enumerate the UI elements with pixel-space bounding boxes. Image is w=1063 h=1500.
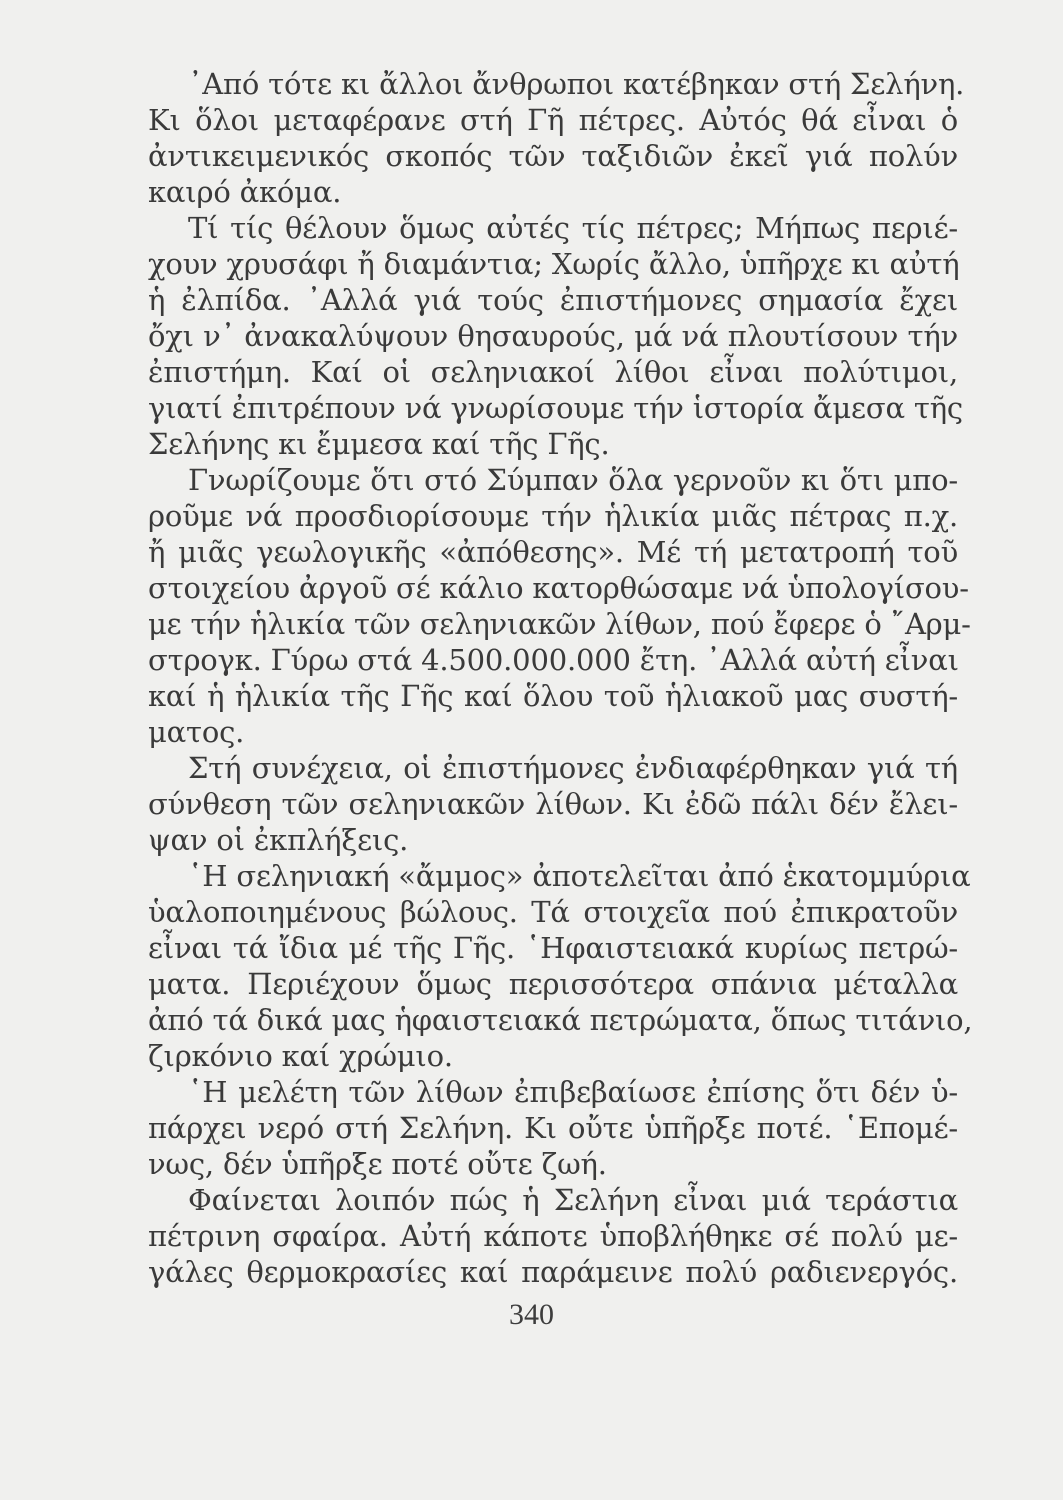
text-line: ζιρκόνιο καί χρώμιο. — [148, 1039, 453, 1073]
text-line: νως, δέν ὑπῆρξε ποτέ οὔτε ζωή. — [148, 1147, 607, 1181]
text-line: πέτρινη σφαίρα. Αὐτή κάποτε ὑποβλήθηκε σέ πολύ με- — [148, 1219, 958, 1253]
text-line: ὑαλοποιημένους βώλους. Τά στοιχεῖα πού ἐπικρατοῦν — [148, 895, 958, 929]
body-text — [148, 66, 973, 1290]
text-line: ἐπιστήμη. Καί οἱ σεληνιακοί λίθοι εἶναι πολύτιμοι, — [148, 355, 958, 389]
text-line: χουν χρυσάφι ἤ διαμάντια; Χωρίς ἄλλο, ὑπῆρχε κι αὐτή — [148, 247, 960, 281]
text-line: ἡ ἐλπίδα. ᾿Αλλά γιά τούς ἐπιστήμονες σημασία ἔχει — [148, 283, 958, 317]
text-line: Στή συνέχεια, οἱ ἐπιστήμονες ἐνδιαφέρθηκαν γιά τή — [188, 751, 958, 785]
text-line: ματα. Περιέχουν ὅμως περισσότερα σπάνια μέταλλα — [148, 967, 958, 1001]
paragraph-4 — [148, 750, 958, 858]
paragraph-1 — [148, 66, 965, 210]
text-line: σύνθεση τῶν σεληνιακῶν λίθων. Κι ἐδῶ πάλι δέν ἔλει- — [148, 787, 958, 821]
text-line: ροῦμε νά προσδιορίσουμε τήν ἡλικία μιᾶς πέτρας π.χ. — [148, 499, 958, 533]
text-line: Σελήνης κι ἔμμεσα καί τῆς Γῆς. — [148, 427, 610, 461]
text-line: ψαν οἱ ἐκπλήξεις. — [148, 823, 409, 857]
text-line: ᾿Από τότε κι ἄλλοι ἄνθρωποι κατέβηκαν στή Σελήνη. — [188, 67, 965, 101]
text-line: πάρχει νερό στή Σελήνη. Κι οὔτε ὑπῆρξε ποτέ. ῾Επομέ- — [148, 1111, 958, 1145]
text-line: Τί τίς θέλουν ὅμως αὐτές τίς πέτρες; Μήπως περιέ- — [188, 211, 958, 245]
text-line: καιρό ἀκόμα. — [148, 175, 342, 209]
text-line: ἀπό τά δικά μας ἡφαιστειακά πετρώματα, ὅπως τιτάνιο, — [148, 1003, 973, 1037]
text-line: εἶναι τά ἴδια μέ τῆς Γῆς. ῾Ηφαιστειακά κυρίως πετρώ- — [148, 931, 958, 965]
text-line: στρογκ. Γύρω στά 4.500.000.000 ἔτη. ᾿Αλλά αὐτή εἶναι — [148, 643, 959, 677]
paragraph-7 — [148, 1182, 958, 1290]
text-line: ἀντικειμενικός σκοπός τῶν ταξιδιῶν ἐκεῖ γιά πολύν — [148, 139, 958, 173]
text-line: γάλες θερμοκρασίες καί παράμεινε πολύ ραδιενεργός. — [148, 1255, 958, 1289]
text-line: με τήν ἡλικία τῶν σεληνιακῶν λίθων, πού ἔφερε ὁ ῎Αρμ- — [148, 607, 971, 641]
text-line: Γνωρίζουμε ὅτι στό Σύμπαν ὅλα γερνοῦν κι ὅτι μπο- — [188, 463, 958, 497]
text-line: γιατί ἐπιτρέπουν νά γνωρίσουμε τήν ἱστορία ἄμεσα τῆς — [148, 391, 963, 425]
text-line: στοιχείου ἀργοῦ σέ κάλιο κατορθώσαμε νά ὑπολογίσου- — [148, 571, 969, 605]
paragraph-3 — [148, 462, 971, 750]
text-line: Κι ὅλοι μεταφέρανε στή Γῆ πέτρες. Αὐτός θά εἶναι ὁ — [148, 103, 958, 137]
text-line: ῾Η μελέτη τῶν λίθων ἐπιβεβαίωσε ἐπίσης ὅτι δέν ὑ- — [188, 1075, 958, 1109]
text-line: καί ἡ ἡλικία τῆς Γῆς καί ὅλου τοῦ ἡλιακοῦ μας συστή- — [148, 679, 958, 713]
text-line: ματος. — [148, 715, 245, 749]
page-number: 340 — [509, 1298, 554, 1331]
paragraph-2 — [148, 210, 963, 462]
text-line: Φαίνεται λοιπόν πώς ἡ Σελήνη εἶναι μιά τεράστια — [188, 1183, 958, 1217]
text-line: ὄχι ν᾿ ἀνακαλύψουν θησαυρούς, μά νά πλουτίσουν τήν — [148, 319, 958, 353]
paragraph-6 — [148, 1074, 958, 1182]
paragraph-5 — [148, 858, 973, 1074]
text-line: ἤ μιᾶς γεωλογικῆς «ἀπόθεσης». Μέ τή μετατροπή τοῦ — [148, 535, 958, 569]
text-line: ῾Η σεληνιακή «ἄμμος» ἀποτελεῖται ἀπό ἑκατομμύρια — [188, 859, 971, 893]
